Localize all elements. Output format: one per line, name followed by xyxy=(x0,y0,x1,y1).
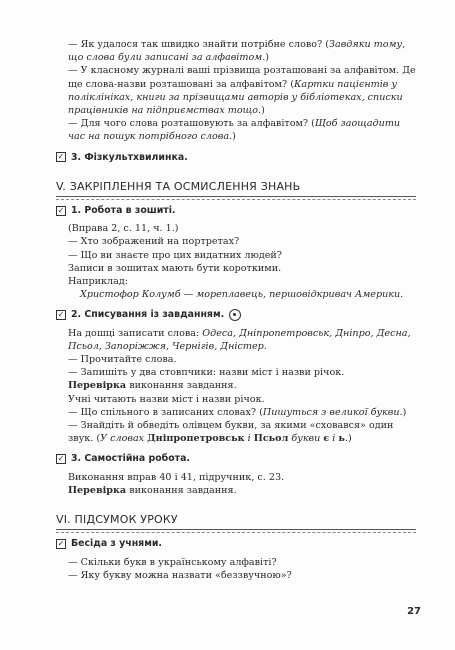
disc-icon xyxy=(229,309,241,321)
intro-question-1: — Як удалося так швидко знайти потрібне слово? (Завдяки тому, що слова були записані за алфавітом.) xyxy=(68,39,406,64)
spys-students: Учні читають назви міст і назви річок. xyxy=(68,393,265,405)
intro-question-2: — У класному журналі ваші прізвища розташовані за алфавітом. Де ще слова-назви розташовані за алфавітом? (Картки пацієнтів у поліклініках, книги за прізвищами авторів у бібліотеках, списки працівників на підприємствах тощо.) xyxy=(68,65,416,117)
spys-write: — Запишіть у два стовпчики: назви міст і назви річок. xyxy=(68,367,345,379)
subheading-samost-label: 3. Самостійна робота. xyxy=(71,453,190,465)
samost-check: Перевірка виконання завдання. xyxy=(68,484,237,496)
robota-line-4: Записи в зошитах мають бути короткими. xyxy=(68,262,282,274)
page-number: 27 xyxy=(407,606,421,617)
section-vi-heading: VI. ПІДСУМОК УРОКУ xyxy=(56,513,416,530)
samost-text: Виконання вправ 40 і 41, підручник, с. 23. xyxy=(68,471,285,483)
subheading-besida xyxy=(56,537,416,550)
robota-line-5: Наприклад: xyxy=(68,276,128,288)
robota-line-3: — Що ви знаєте про цих видатних людей? xyxy=(68,249,282,261)
besida-line-1: — Скільки букв в українському алфавіті? xyxy=(68,556,277,568)
checkbox-icon: ✓ xyxy=(57,205,65,215)
robota-line-1: (Вправа 2, с. 11, ч. 1.) xyxy=(68,223,179,235)
spys-read: — Прочитайте слова. xyxy=(68,354,177,366)
besida-line-2: — Яку букву можна назвати «беззвучною»? xyxy=(68,569,292,581)
checkbox-icon: ✓ xyxy=(57,152,65,162)
robota-line-2: — Хто зображений на портретах? xyxy=(68,236,240,248)
intro-question-3: — Для чого слова розташовують за алфавітом? (Щоб заощадити час на пошук потрібного слова.) xyxy=(68,118,401,143)
checkbox-icon: ✓ xyxy=(57,310,65,320)
checkbox-icon: ✓ xyxy=(57,538,65,548)
subheading-samost xyxy=(56,452,416,465)
subheading-robota xyxy=(56,204,416,217)
spys-common: — Що спільного в записаних словах? (Пишуться з великої букви.) xyxy=(68,406,407,418)
spys-find: — Знайдіть й обведіть олівцем букви, за якими «сховався» один звук. (У словах Дніпропетровськ і Псьол букви є і ь.) xyxy=(68,420,394,445)
subheading-spysuvannia xyxy=(56,308,416,321)
subheading-spysuvannia-label: 2. Списування із завданням. xyxy=(71,309,225,321)
subheading-besida-label: Бесіда з учнями. xyxy=(71,538,162,550)
spys-intro: На дошці записати слова: Одеса, Дніпропетровськ, Дніпро, Десна, Псьол, Запоріжжя, Чернігів, Дністер. xyxy=(68,327,411,352)
subheading-fizkult xyxy=(56,151,416,164)
subheading-robota-label: 1. Робота в зошиті. xyxy=(71,205,176,217)
robota-example: Христофор Колумб — мореплавець, першовідкривач Америки. xyxy=(80,289,404,301)
spys-check: Перевірка виконання завдання. xyxy=(68,380,237,392)
page-content xyxy=(56,38,416,582)
checkbox-icon: ✓ xyxy=(57,454,65,464)
section-v-heading: V. ЗАКРІПЛЕННЯ ТА ОСМИСЛЕННЯ ЗНАНЬ xyxy=(56,180,416,197)
subheading-fizkult-label: 3. Фізкультхвилинка. xyxy=(71,151,188,163)
